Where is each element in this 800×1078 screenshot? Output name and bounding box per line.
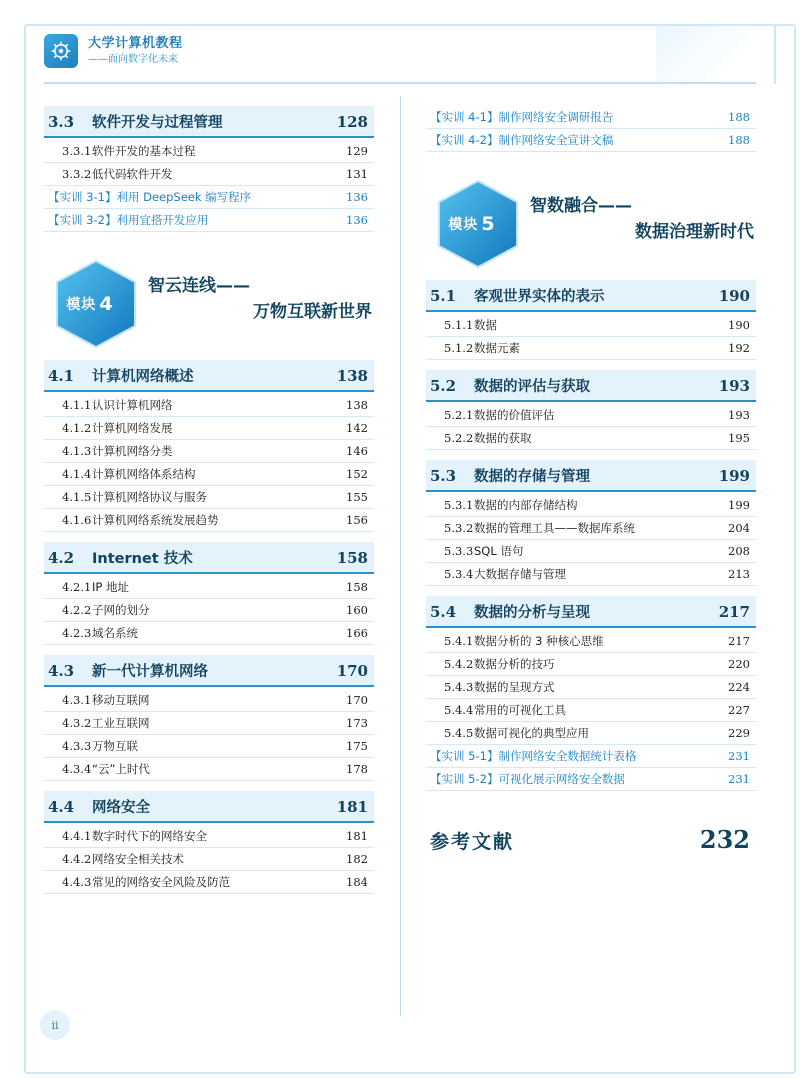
toc-entry[interactable]	[44, 848, 374, 871]
toc-entry[interactable]	[44, 622, 374, 645]
entry-number: 4.3.4	[62, 762, 92, 776]
entry-page: 173	[346, 716, 368, 730]
section-number: 5.1	[430, 287, 457, 305]
toc-entry[interactable]	[44, 417, 374, 440]
entry-number: 5.4.5	[444, 726, 474, 740]
references-page: 232	[699, 825, 750, 854]
entry-page: 160	[346, 603, 368, 617]
entry-number: 3.3.2	[62, 167, 92, 181]
section-page: 158	[336, 549, 368, 567]
entry-page: 204	[728, 521, 750, 535]
entry-page: 181	[346, 829, 368, 843]
section-page: 199	[718, 467, 750, 485]
section-page: 193	[718, 377, 750, 395]
entry-page: 138	[346, 398, 368, 412]
practice-page: 136	[346, 213, 368, 227]
section-number: 5.3	[430, 467, 457, 485]
practice-title: 【实训 4-2】制作网络安全宣讲文稿	[430, 133, 614, 147]
toc-entry[interactable]	[44, 735, 374, 758]
page-header	[44, 34, 183, 68]
entry-title: 计算机网络系统发展趋势	[92, 513, 219, 527]
entry-number: 5.3.1	[444, 498, 474, 512]
section-title: 计算机网络概述	[92, 369, 194, 385]
entry-page: 227	[728, 703, 750, 717]
entry-number: 5.1.1	[444, 318, 474, 332]
entry-title: 计算机网络发展	[92, 421, 173, 435]
entry-page: 217	[728, 634, 750, 648]
entry-number: 5.4.2	[444, 657, 474, 671]
section-number: 3.3	[48, 113, 75, 131]
module-title	[530, 194, 756, 245]
entry-page: 193	[728, 408, 750, 422]
section-title: 数据的评估与获取	[474, 379, 590, 395]
left-column	[44, 96, 374, 1016]
entry-page: 146	[346, 444, 368, 458]
practice-page: 231	[728, 749, 750, 763]
practice-entry[interactable]	[426, 129, 756, 152]
entry-title: 数据的价值评估	[474, 408, 555, 422]
toc-entry[interactable]	[426, 699, 756, 722]
section-heading[interactable]	[44, 542, 374, 574]
entry-title: 大数据存储与管理	[474, 567, 566, 581]
right-column	[426, 96, 756, 1016]
entry-title: 数据	[474, 318, 497, 332]
section-heading[interactable]	[426, 596, 756, 628]
entry-title: 域名系统	[92, 626, 138, 640]
section-heading[interactable]	[426, 460, 756, 492]
toc-columns	[44, 96, 756, 1016]
entry-number: 4.1.3	[62, 444, 92, 458]
section-number: 5.4	[430, 603, 457, 621]
practice-title: 【实训 5-1】制作网络安全数据统计表格	[430, 749, 637, 763]
entry-number: 5.2.1	[444, 408, 474, 422]
book-subtitle: ——面向数字化未来	[88, 53, 178, 65]
section-number: 4.2	[48, 549, 75, 567]
section-heading[interactable]	[44, 360, 374, 392]
toc-entry[interactable]	[426, 722, 756, 745]
section-title: 数据的分析与呈现	[474, 605, 590, 621]
section-title: 网络安全	[92, 800, 150, 816]
entry-page: 166	[346, 626, 368, 640]
entry-title: 数据分析的技巧	[474, 657, 555, 671]
entry-number: 4.3.1	[62, 693, 92, 707]
entry-title: 软件开发的基本过程	[92, 144, 196, 158]
entry-title: 数据的呈现方式	[474, 680, 555, 694]
entry-page: 182	[346, 852, 368, 866]
toc-entry[interactable]	[44, 871, 374, 894]
entry-number: 4.3.2	[62, 716, 92, 730]
section-number: 4.3	[48, 662, 75, 680]
entry-title: 工业互联网	[92, 716, 150, 730]
practice-title: 【实训 3-2】利用宜搭开发应用	[48, 213, 209, 227]
entry-number: 4.3.3	[62, 739, 92, 753]
entry-number: 5.1.2	[444, 341, 474, 355]
toc-entry[interactable]	[426, 653, 756, 676]
entry-number: 4.2.2	[62, 603, 92, 617]
entry-page: 142	[346, 421, 368, 435]
entry-number: 5.3.2	[444, 521, 474, 535]
practice-page: 188	[728, 133, 750, 147]
entry-page: 129	[346, 144, 368, 158]
entry-page: 170	[346, 693, 368, 707]
entry-number: 5.3.4	[444, 567, 474, 581]
section-page: 170	[336, 662, 368, 680]
practice-page: 231	[728, 772, 750, 786]
references-title: 参考文献	[430, 831, 515, 853]
entry-page: 175	[346, 739, 368, 753]
practice-entry[interactable]	[426, 768, 756, 791]
module-title-line1: 智数融合——	[530, 196, 632, 216]
entry-page: 184	[346, 875, 368, 889]
section-page: 138	[336, 367, 368, 385]
entry-title: 万物互联	[92, 739, 138, 753]
entry-title: 数据的内部存储结构	[474, 498, 578, 512]
entry-page: 224	[728, 680, 750, 694]
practice-title: 【实训 3-1】利用 DeepSeek 编写程序	[48, 190, 252, 204]
practice-title: 【实训 4-1】制作网络安全调研报告	[430, 110, 614, 124]
toc-entry[interactable]	[44, 689, 374, 712]
section-title: 新一代计算机网络	[92, 664, 208, 680]
practice-entry[interactable]	[426, 106, 756, 129]
entry-title: 低代码软件开发	[92, 167, 173, 181]
entry-number: 4.1.4	[62, 467, 92, 481]
section-heading[interactable]	[426, 370, 756, 402]
column-divider	[400, 96, 401, 1016]
entry-title: IP 地址	[92, 580, 129, 594]
entry-number: 5.4.1	[444, 634, 474, 648]
entry-number: 4.4.2	[62, 852, 92, 866]
section-heading[interactable]	[44, 791, 374, 823]
section-page: 181	[336, 798, 368, 816]
entry-number: 4.1.6	[62, 513, 92, 527]
toc-entry[interactable]	[426, 427, 756, 450]
entry-number: 4.2.1	[62, 580, 92, 594]
references-entry[interactable]	[426, 825, 756, 854]
entry-title: 计算机网络分类	[92, 444, 173, 458]
toc-entry[interactable]	[426, 494, 756, 517]
section-page: 190	[718, 287, 750, 305]
toc-entry[interactable]	[44, 163, 374, 186]
section-heading[interactable]	[44, 106, 374, 138]
section-title: 软件开发与过程管理	[92, 115, 223, 131]
entry-title: 数据可视化的典型应用	[474, 726, 589, 740]
gear-chip-icon	[44, 34, 78, 68]
toc-entry[interactable]	[426, 563, 756, 586]
entry-number: 5.3.3	[444, 544, 474, 558]
entry-title: 数据元素	[474, 341, 520, 355]
section-number: 5.2	[430, 377, 457, 395]
entry-page: 195	[728, 431, 750, 445]
section-title: 数据的存储与管理	[474, 469, 590, 485]
entry-title: SQL 语句	[474, 544, 524, 558]
entry-number: 4.1.1	[62, 398, 92, 412]
toc-entry[interactable]	[426, 676, 756, 699]
entry-title: 数字时代下的网络安全	[92, 829, 207, 843]
toc-entry[interactable]	[426, 314, 756, 337]
toc-entry[interactable]	[44, 599, 374, 622]
practice-entry[interactable]	[426, 745, 756, 768]
module-banner-5	[426, 178, 756, 270]
book-title: 大学计算机教程	[88, 35, 183, 51]
entry-title: 计算机网络体系结构	[92, 467, 196, 481]
entry-title: 认识计算机网络	[92, 398, 173, 412]
entry-title: 数据分析的 3 种核心思维	[474, 634, 604, 648]
practice-title: 【实训 5-2】可视化展示网络安全数据	[430, 772, 625, 786]
toc-entry[interactable]	[44, 576, 374, 599]
module-number: 4	[99, 293, 114, 315]
entry-page: 208	[728, 544, 750, 558]
entry-title: 数据的管理工具——数据库系统	[474, 521, 635, 535]
entry-page: 229	[728, 726, 750, 740]
section-title: Internet 技术	[92, 551, 193, 567]
entry-number: 4.2.3	[62, 626, 92, 640]
entry-number: 4.4.1	[62, 829, 92, 843]
entry-number: 5.4.3	[444, 680, 474, 694]
entry-title: 数据的获取	[474, 431, 532, 445]
entry-title: 移动互联网	[92, 693, 150, 707]
module-title-line2: 数据治理新时代	[635, 221, 754, 242]
toc-entry[interactable]	[426, 337, 756, 360]
entry-title: 子网的划分	[92, 603, 150, 617]
entry-number: 5.2.2	[444, 431, 474, 445]
section-heading[interactable]	[426, 280, 756, 312]
section-heading[interactable]	[44, 655, 374, 687]
toc-entry[interactable]	[44, 758, 374, 781]
entry-page: 178	[346, 762, 368, 776]
toc-entry[interactable]	[426, 517, 756, 540]
module-title	[148, 274, 374, 325]
entry-page: 192	[728, 341, 750, 355]
entry-number: 4.1.5	[62, 490, 92, 504]
entry-number: 4.4.3	[62, 875, 92, 889]
practice-entry[interactable]	[44, 186, 374, 209]
entry-page: 155	[346, 490, 368, 504]
toc-entry[interactable]	[44, 394, 374, 417]
practice-page: 188	[728, 110, 750, 124]
corner-decoration	[656, 24, 776, 84]
module-banner-4	[44, 258, 374, 350]
practice-page: 136	[346, 190, 368, 204]
section-number: 4.1	[48, 367, 75, 385]
toc-entry[interactable]	[44, 486, 374, 509]
entry-page: 131	[346, 167, 368, 181]
module-number: 5	[481, 213, 496, 235]
entry-page: 156	[346, 513, 368, 527]
module-title-line1: 智云连线——	[148, 276, 250, 296]
toc-entry[interactable]	[44, 463, 374, 486]
header-divider	[44, 82, 756, 84]
module-label-group	[44, 258, 136, 350]
toc-entry[interactable]	[44, 140, 374, 163]
module-title-line2: 万物互联新世界	[253, 301, 372, 322]
entry-page: 220	[728, 657, 750, 671]
column-gap	[374, 96, 426, 1016]
entry-title: 计算机网络协议与服务	[92, 490, 207, 504]
page-number: ii	[40, 1010, 70, 1040]
toc-entry[interactable]	[426, 404, 756, 427]
module-label-group	[426, 178, 518, 270]
section-title: 客观世界实体的表示	[474, 289, 605, 305]
toc-entry[interactable]	[44, 712, 374, 735]
toc-entry[interactable]	[426, 630, 756, 653]
module-label: 模块	[66, 297, 97, 313]
section-number: 4.4	[48, 798, 75, 816]
entry-title: 网络安全相关技术	[92, 852, 184, 866]
module-label: 模块	[448, 217, 479, 233]
entry-page: 190	[728, 318, 750, 332]
entry-number: 3.3.1	[62, 144, 92, 158]
toc-entry[interactable]	[426, 540, 756, 563]
entry-number: 5.4.4	[444, 703, 474, 717]
section-page: 217	[718, 603, 750, 621]
entry-number: 4.1.2	[62, 421, 92, 435]
entry-page: 152	[346, 467, 368, 481]
practice-entry[interactable]	[44, 209, 374, 232]
section-page: 128	[336, 113, 368, 131]
entry-page: 199	[728, 498, 750, 512]
entry-page: 158	[346, 580, 368, 594]
toc-entry[interactable]	[44, 509, 374, 532]
entry-title: 常见的网络安全风险及防范	[92, 875, 230, 889]
entry-page: 213	[728, 567, 750, 581]
entry-title: “云”上时代	[92, 762, 150, 776]
toc-entry[interactable]	[44, 825, 374, 848]
entry-title: 常用的可视化工具	[474, 703, 566, 717]
toc-entry[interactable]	[44, 440, 374, 463]
